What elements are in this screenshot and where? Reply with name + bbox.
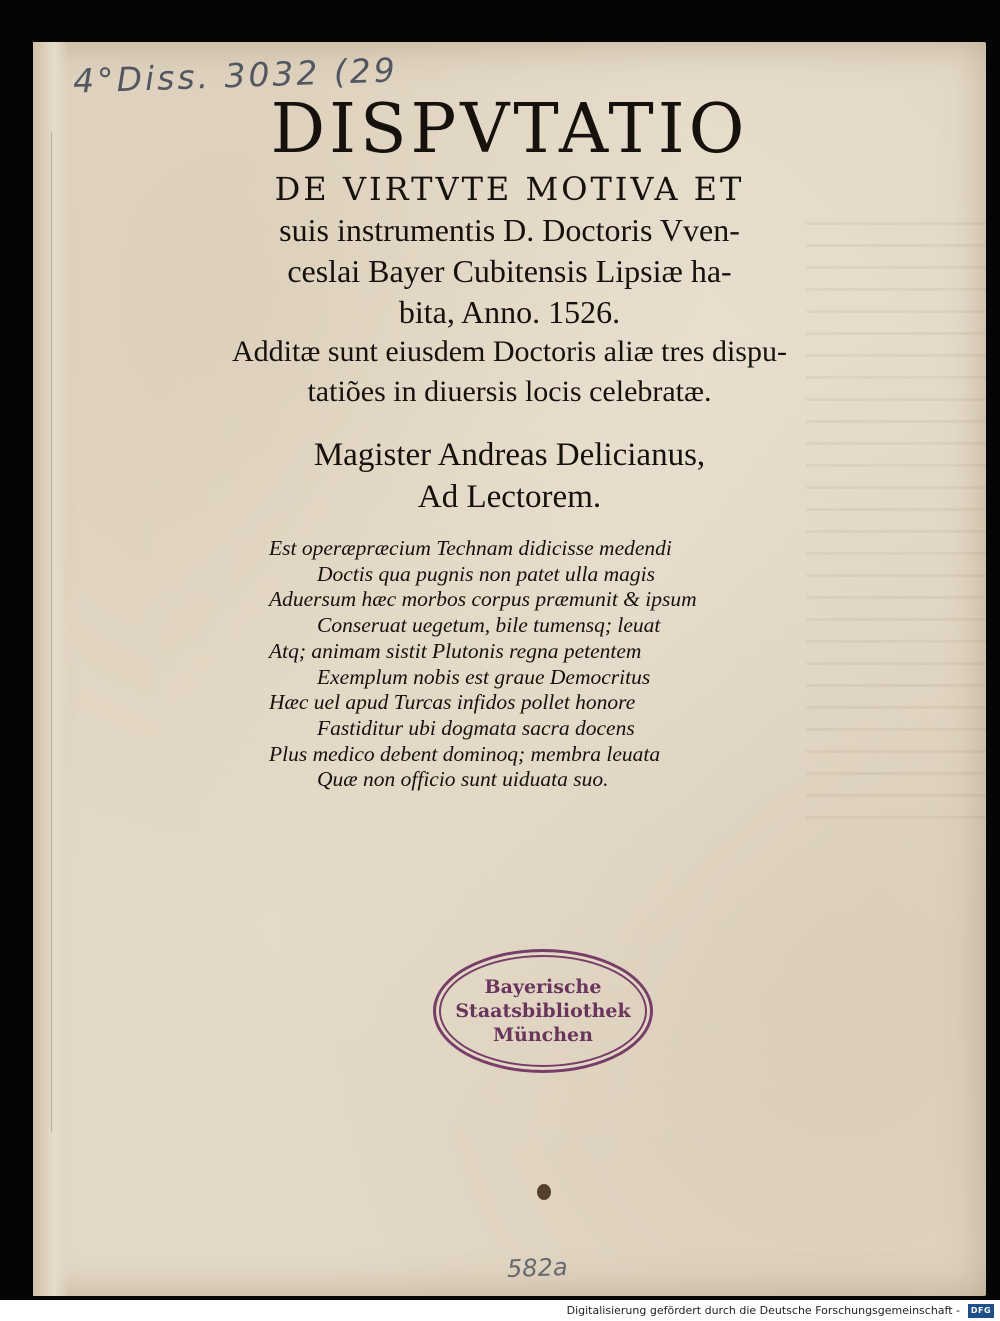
stamp-line-1: Bayerische — [484, 976, 602, 998]
poem-verse: Est operæpræcium Technam didicisse medendi — [269, 536, 672, 560]
poem — [269, 536, 749, 793]
additae-line-1: Additæ sunt eiusdem Doctoris aliæ tres dispu- — [232, 335, 787, 368]
title-line-3: suis instrumentis D. Doctoris Vven- — [279, 212, 740, 248]
poem-verse: Plus medico debent dominoq; membra leuata — [269, 741, 661, 766]
library-stamp — [433, 949, 653, 1073]
dfg-logo-icon[interactable]: DFG — [968, 1304, 994, 1318]
magister-block — [33, 434, 986, 518]
poem-verse: Hæc uel apud Turcas infidos pollet honore — [269, 690, 636, 715]
magister-line-2: Ad Lectorem. — [417, 479, 602, 515]
title-block — [33, 92, 986, 333]
poem-verse: Aduersum hæc morbos corpus præmunit & ipsum — [269, 587, 697, 612]
poem-verse: Atq; animam sistit Plutonis regna petentem — [269, 638, 642, 663]
ink-blot — [537, 1184, 551, 1200]
poem-verse: Conseruat uegetum, bile tumensq; leuat — [317, 613, 661, 638]
poem-verse: Quæ non officio sunt uiduata suo. — [317, 767, 609, 792]
shelfmark: 4°Diss. 3032 (29 — [72, 50, 399, 101]
magister-line-1: Magister Andreas Delicianus, — [313, 437, 706, 473]
additae-block — [33, 332, 986, 412]
page-number: 582a — [506, 1252, 568, 1284]
poem-verse: Exemplum nobis est graue Democritus — [317, 664, 651, 689]
title-page — [33, 42, 986, 1296]
stamp-line-2: Staatsbibliothek — [455, 1000, 631, 1022]
title-line-4: ceslai Bayer Cubitensis Lipsiæ ha- — [287, 253, 732, 289]
title-line-5: bita, Anno. 1526. — [398, 294, 621, 330]
poem-verse: Doctis qua pugnis non patet ulla magis — [317, 561, 656, 586]
additae-line-2: tatiões in diuersis locis celebratæ. — [307, 375, 712, 408]
title-line-2: DE VIRTVTE MOTIVA ET — [274, 170, 745, 208]
footer-credit: Digitalisierung gefördert durch die Deutsche Forschungsgemeinschaft - — [566, 1304, 960, 1317]
stamp-line-3: München — [493, 1024, 593, 1046]
title-main: DISPVTATIO — [270, 90, 749, 169]
footer-bar — [0, 1300, 1000, 1321]
poem-verse: Fastiditur ubi dogmata sacra docens — [317, 715, 635, 740]
